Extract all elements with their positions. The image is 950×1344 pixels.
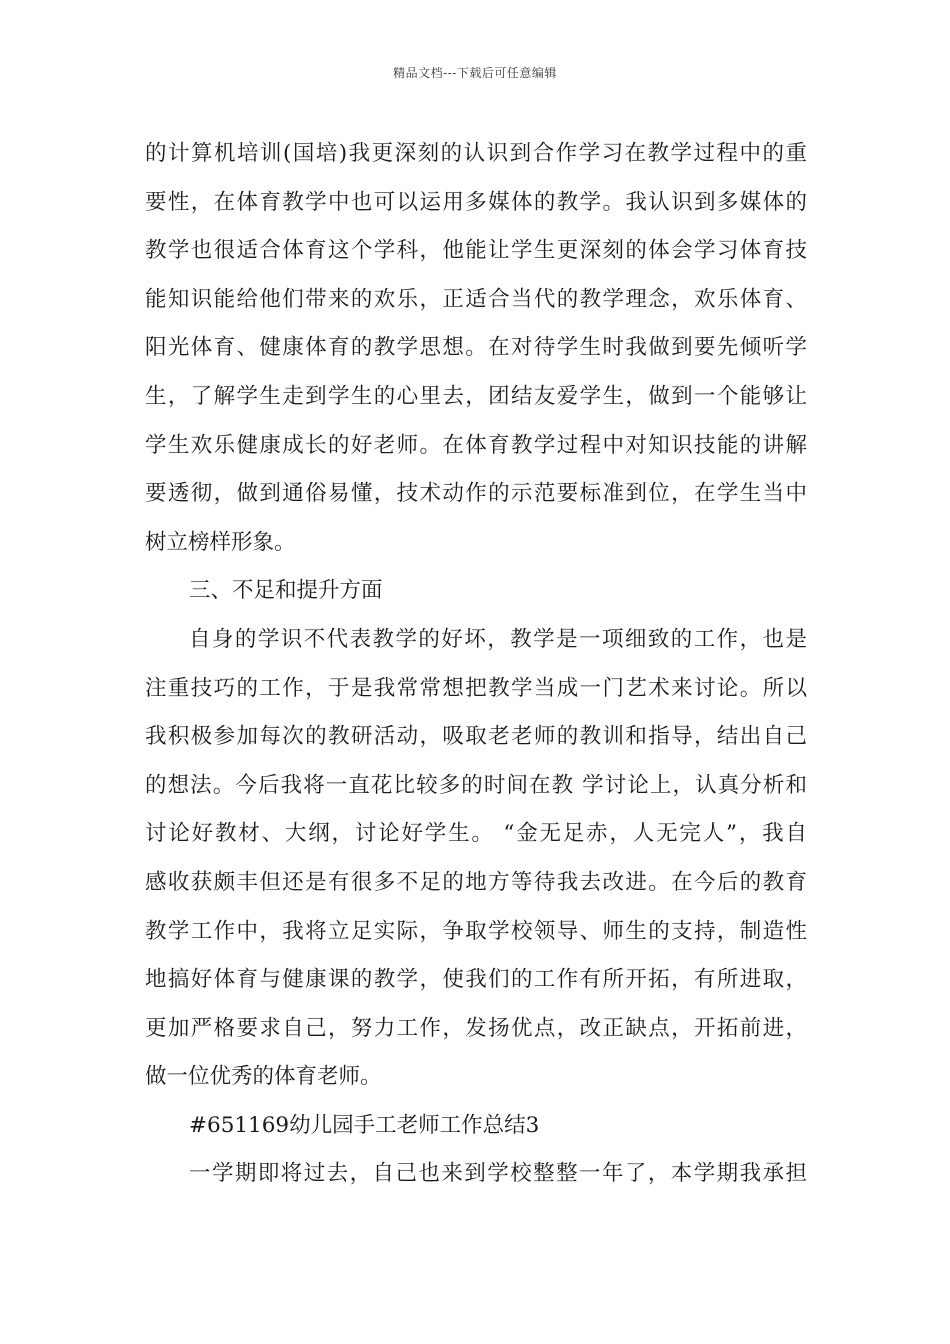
text-line: 能知识能给他们带来的欢乐，正适合当代的教学理念，欢乐体育、 <box>145 286 807 312</box>
text-line: 树立榜样形象。 <box>145 529 296 555</box>
text-line: 的计算机培训(国培)我更深刻的认识到合作学习在教学过程中的重 <box>145 141 807 166</box>
text-line: 做一位优秀的体育老师。 <box>145 1064 382 1090</box>
text-line: 教学工作中，我将立足实际，争取学校领导、师生的支持，制造性 <box>145 918 807 944</box>
text-line: 注重技巧的工作，于是我常常想把教学当成一门艺术来讨论。所以 <box>145 675 807 701</box>
text-line: 学生欢乐健康成长的好老师。在体育教学过程中对知识技能的讲解 <box>145 432 807 458</box>
text-line: 生，了解学生走到学生的心里去，团结友爱学生，做到一个能够让 <box>145 383 807 409</box>
text-line: 一学期即将过去，自己也来到学校整整一年了，本学期我承担 <box>189 1161 807 1187</box>
text-line: 我积极参加每次的教研活动，吸取老老师的教训和指导，结出自己 <box>145 724 807 750</box>
page-header: 精品文档---下载后可任意编辑 <box>393 66 557 80</box>
text-line: 的想法。今后我将一直花比较多的时间在教 学讨论上，认真分析和 <box>145 772 807 798</box>
text-line: 要性，在体育教学中也可以运用多媒体的教学。我认识到多媒体的 <box>145 189 807 215</box>
text-line: 自身的学识不代表教学的好坏，教学是一项细致的工作，也是 <box>189 626 807 652</box>
section-heading: #651169幼儿园手工老师工作总结3 <box>189 1112 540 1138</box>
text-line: 阳光体育、健康体育的教学思想。在对待学生时我做到要先倾听学 <box>145 335 807 361</box>
text-line: 教学也很适合体育这个学科，他能让学生更深刻的体会学习体育技 <box>145 238 807 264</box>
document-body <box>145 130 807 1199</box>
text-line: 更加严格要求自己，努力工作，发扬优点，改正缺点，开拓前进， <box>145 1015 807 1041</box>
text-line: 地搞好体育与健康课的教学，使我们的工作有所开拓，有所进取， <box>145 967 807 993</box>
text-line: 感收获颇丰但还是有很多不足的地方等待我去改进。在今后的教育 <box>145 869 807 895</box>
text-line: 讨论好教材、大纲，讨论好学生。 “金无足赤，人无完人”，我自 <box>145 821 807 847</box>
text-line: 要透彻，做到通俗易懂，技术动作的示范要标准到位，在学生当中 <box>145 481 807 507</box>
section-heading: 三、不足和提升方面 <box>189 578 383 604</box>
